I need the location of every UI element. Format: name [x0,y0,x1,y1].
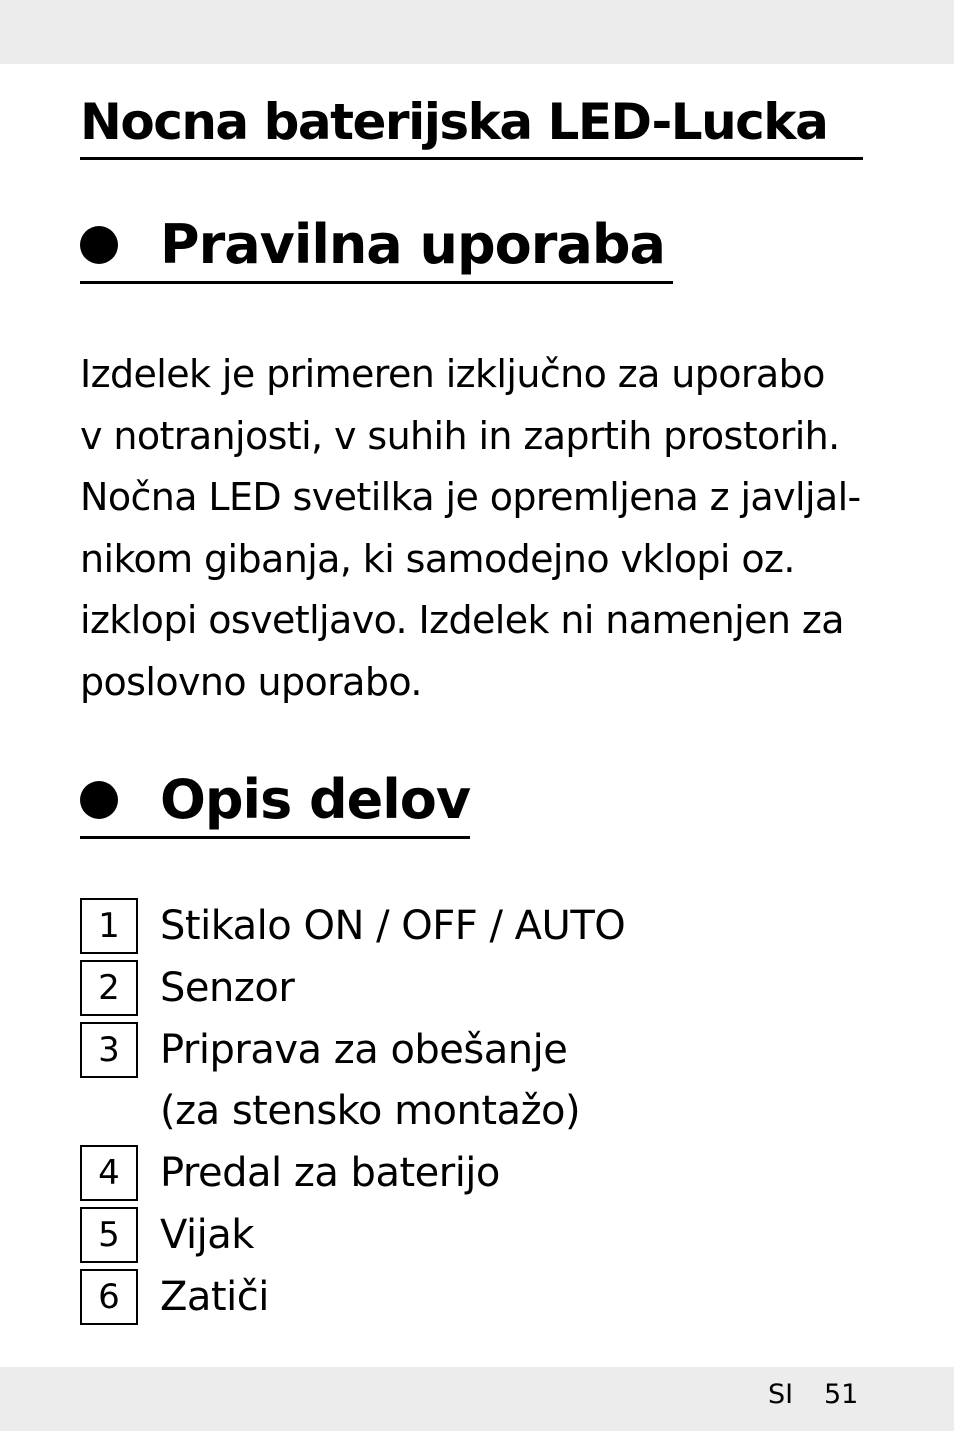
paragraph-line: Nočna LED svetilka je opremljena z javljal- [80,475,861,520]
part-label-line: Stikalo ON / OFF / AUTO [160,903,626,949]
footer-language-code: SI [768,1379,794,1410]
part-label [160,896,625,958]
footer-page-number: 51 [824,1379,859,1410]
part-number-box: 2 [80,960,138,1016]
part-number-box: 6 [80,1269,138,1325]
part-label-line: Vijak [160,1211,254,1258]
section-title-parts: Opis delov [160,768,471,831]
part-label [160,1205,254,1267]
part-label-line: Predal za baterijo [160,1150,500,1197]
part-label-line: Zatiči [160,1273,269,1320]
paragraph-line: poslovno uporabo. [80,659,422,704]
section-underline-parts [80,836,470,839]
part-label [160,1143,500,1205]
section-underline-use [80,281,673,284]
section-heading-use [80,210,665,280]
footer-band [0,1367,954,1431]
part-label [160,1020,580,1144]
part-number-box: 3 [80,1022,138,1078]
part-label-line: Priprava za obešanje [160,1026,568,1073]
paragraph-line: v notranjosti, v suhih in zaprtih prostorih. [80,413,840,458]
bullet-icon [80,781,118,819]
document-title: Nocna baterijska LED-Lucka [80,93,828,151]
paragraph-line: izklopi osvetljavo. Izdelek ni namenjen za [80,598,844,643]
paragraph-line: nikom gibanja, ki samodejno vklopi oz. [80,536,795,581]
section-heading-parts [80,765,470,835]
use-paragraph [80,344,880,714]
part-label-line: Senzor [160,964,295,1011]
part-label [160,1267,269,1329]
section-title-use: Pravilna uporaba [160,213,665,276]
part-number-box: 1 [80,898,138,954]
part-label [160,958,294,1020]
part-number-box: 5 [80,1207,138,1263]
title-underline [80,157,863,160]
part-label-line: (za stensko montažo) [160,1088,581,1135]
header-band [0,0,954,64]
paragraph-line: Izdelek je primeren izključno za uporabo [80,352,825,396]
part-number-box: 4 [80,1145,138,1201]
bullet-icon [80,226,118,264]
